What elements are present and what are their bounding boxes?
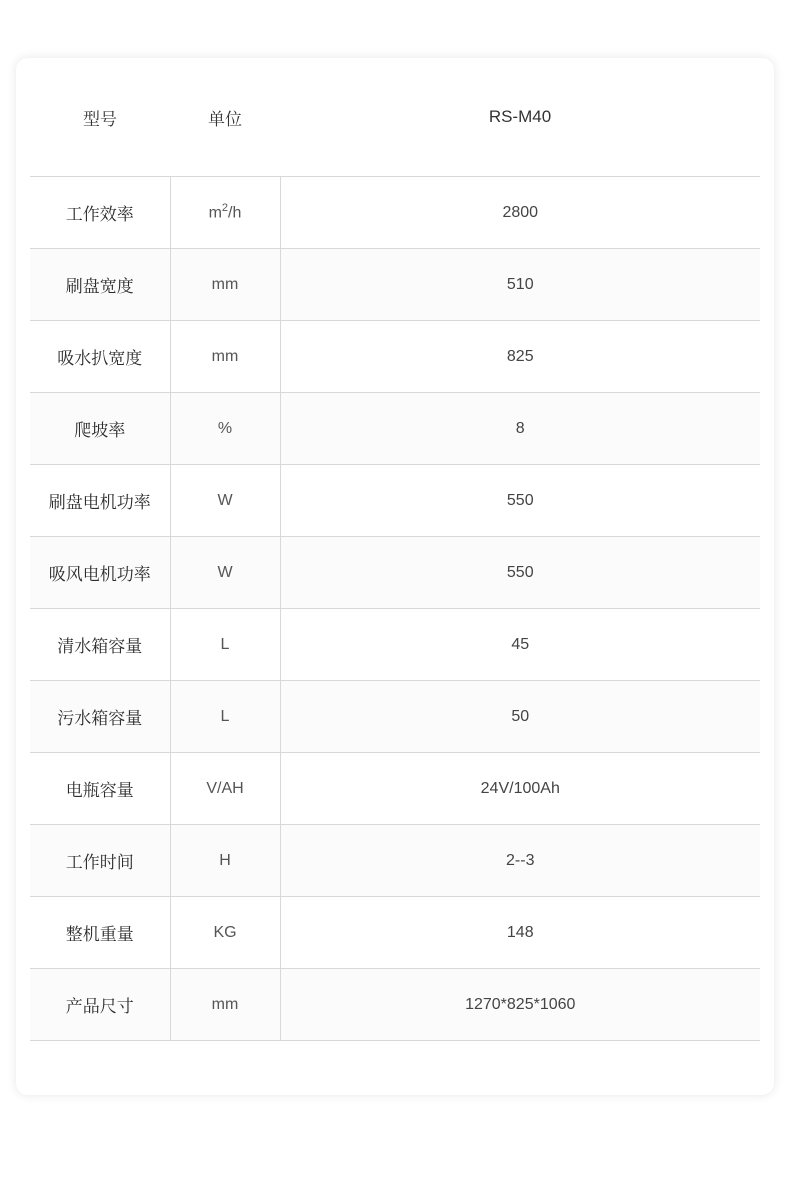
row-value: 2--3 [280, 825, 760, 897]
row-label: 整机重量 [30, 897, 170, 969]
table-row [30, 753, 760, 825]
header-product-model: RS-M40 [280, 58, 760, 177]
row-value: 510 [280, 249, 760, 321]
row-value: 825 [280, 321, 760, 393]
table-row [30, 537, 760, 609]
table-row [30, 825, 760, 897]
row-unit: % [170, 393, 280, 465]
table-head [30, 58, 760, 177]
row-label: 工作时间 [30, 825, 170, 897]
row-label: 刷盘电机功率 [30, 465, 170, 537]
row-label: 工作效率 [30, 177, 170, 249]
row-label: 刷盘宽度 [30, 249, 170, 321]
table-header-row [30, 58, 760, 177]
row-value: 24V/100Ah [280, 753, 760, 825]
table-row [30, 609, 760, 681]
table-row [30, 321, 760, 393]
row-value: 45 [280, 609, 760, 681]
row-unit: L [170, 609, 280, 681]
table-row [30, 177, 760, 249]
row-unit: H [170, 825, 280, 897]
specifications-table [30, 58, 760, 1041]
row-unit: L [170, 681, 280, 753]
superscript-two: 2 [221, 202, 229, 215]
row-value: 550 [280, 465, 760, 537]
row-value: 50 [280, 681, 760, 753]
row-unit: mm [170, 249, 280, 321]
row-label: 吸风电机功率 [30, 537, 170, 609]
row-value: 550 [280, 537, 760, 609]
row-label: 清水箱容量 [30, 609, 170, 681]
row-unit: W [170, 465, 280, 537]
row-unit: mm [170, 321, 280, 393]
table-row [30, 681, 760, 753]
row-unit: mm [170, 969, 280, 1041]
row-label: 污水箱容量 [30, 681, 170, 753]
row-unit: W [170, 537, 280, 609]
table-row [30, 897, 760, 969]
row-unit: KG [170, 897, 280, 969]
table-row [30, 249, 760, 321]
row-value: 148 [280, 897, 760, 969]
header-model: 型号 [30, 58, 170, 177]
row-label: 电瓶容量 [30, 753, 170, 825]
row-value: 2800 [280, 177, 760, 249]
table-body [30, 177, 760, 1041]
table-row [30, 465, 760, 537]
table-row [30, 393, 760, 465]
table-row [30, 969, 760, 1041]
row-value: 1270*825*1060 [280, 969, 760, 1041]
row-value: 8 [280, 393, 760, 465]
row-unit: $m^2/h$ [170, 177, 280, 249]
row-label: 吸水扒宽度 [30, 321, 170, 393]
row-unit: V/AH [170, 753, 280, 825]
spec-card [16, 58, 774, 1095]
row-label: 爬坡率 [30, 393, 170, 465]
header-unit: 单位 [170, 58, 280, 177]
row-label: 产品尺寸 [30, 969, 170, 1041]
